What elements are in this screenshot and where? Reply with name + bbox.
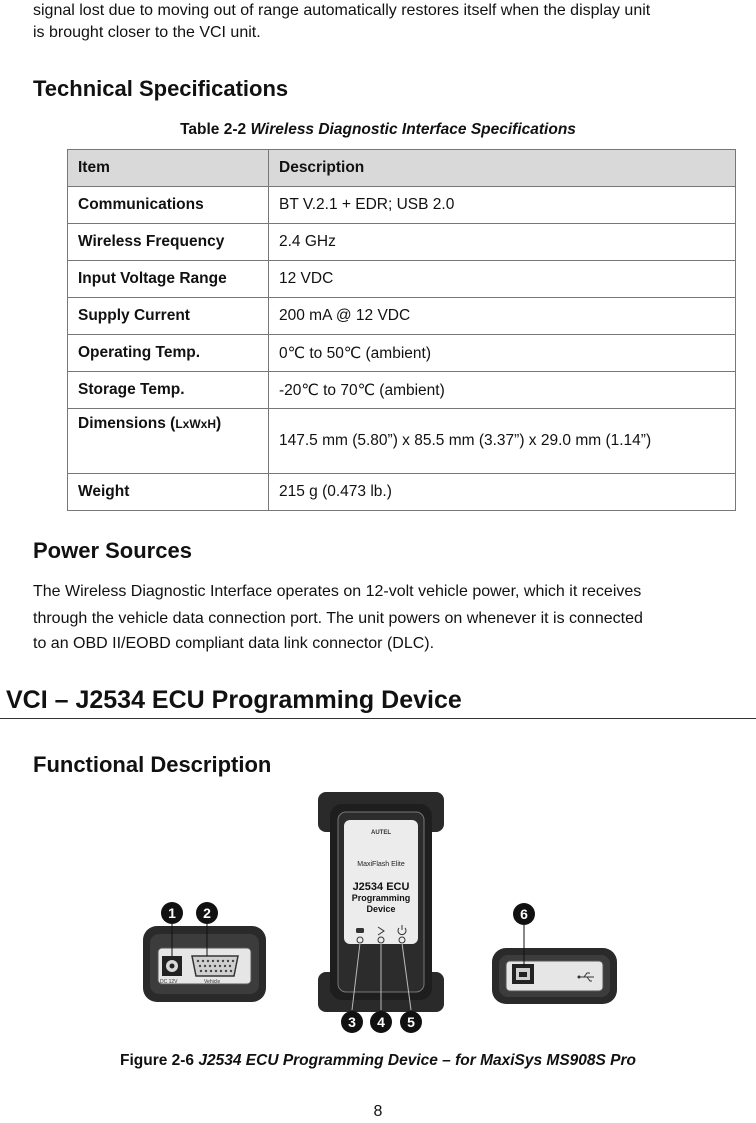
vci-section-heading: VCI – J2534 ECU Programming Device [6, 686, 462, 714]
device-left-end-view [143, 926, 266, 1002]
callout-5-number: 5 [407, 1014, 415, 1030]
table-header-row [68, 150, 736, 187]
spec-desc: 147.5 mm (5.80”) x 85.5 mm (3.37”) x 29.0 mm (1.14”) [269, 409, 736, 474]
callout-1-number: 1 [168, 905, 176, 921]
table-row [68, 474, 736, 511]
power-line-2: through the vehicle data connection port. The unit powers on whenever it is connected [33, 610, 643, 627]
spec-item [68, 409, 269, 474]
brand-label: AUTEL [371, 830, 391, 836]
spec-table [67, 149, 736, 511]
vehicle-port-label: Vehicle [204, 979, 221, 985]
spec-item: Storage Temp. [68, 372, 269, 409]
table-row [68, 409, 736, 474]
callout-2-number: 2 [203, 905, 211, 921]
spec-item: Supply Current [68, 298, 269, 335]
spec-item-small: LxWxH [175, 417, 216, 431]
table-caption-label: Table 2-2 [180, 121, 247, 138]
intro-line-2: is brought closer to the VCI unit. [33, 24, 261, 41]
table-caption [0, 121, 756, 139]
table-row [68, 335, 736, 372]
page-number: 8 [373, 1103, 383, 1120]
usb-b-port [512, 964, 534, 984]
table-caption-title: Wireless Diagnostic Interface Specifications [250, 121, 576, 138]
product-label-3: Device [366, 904, 396, 914]
table-row [68, 372, 736, 409]
spec-item: Communications [68, 187, 269, 224]
power-line-1: The Wireless Diagnostic Interface operates on 12-volt vehicle power, which it receives [33, 583, 642, 600]
spec-desc: -20℃ to 70℃ (ambient) [269, 372, 736, 409]
spec-desc: 2.4 GHz [269, 224, 736, 261]
spec-desc: 12 VDC [269, 261, 736, 298]
spec-item: Operating Temp. [68, 335, 269, 372]
tech-spec-heading: Technical Specifications [33, 76, 289, 101]
section-rule [0, 718, 756, 719]
vehicle-db26-port [192, 956, 238, 976]
power-heading: Power Sources [33, 538, 192, 563]
figure-caption-label: Figure 2-6 [119, 1052, 195, 1069]
table-row [68, 298, 736, 335]
spec-item: Weight [68, 474, 269, 511]
device-right-end-view [492, 948, 617, 1004]
figure-caption-title: J2534 ECU Programming Device – for MaxiSys MS908S Pro [198, 1052, 637, 1069]
header-item: Item [68, 150, 269, 187]
spec-desc: 0℃ to 50℃ (ambient) [269, 335, 736, 372]
spec-desc: 215 g (0.473 lb.) [269, 474, 736, 511]
table-row [68, 187, 736, 224]
product-label-1: J2534 ECU [352, 881, 410, 893]
spec-item: Input Voltage Range [68, 261, 269, 298]
model-label: MaxiFlash Elite [357, 861, 405, 868]
spec-desc: BT V.2.1 + EDR; USB 2.0 [269, 187, 736, 224]
device-figure [140, 788, 620, 1038]
dc-power-jack [162, 956, 182, 976]
power-line-3: to an OBD II/EOBD compliant data link connector (DLC). [33, 635, 435, 652]
header-description: Description [269, 150, 736, 187]
callout-3-number: 3 [348, 1014, 356, 1030]
spec-desc: 200 mA @ 12 VDC [269, 298, 736, 335]
callout-4-number: 4 [377, 1014, 385, 1030]
dc-port-label: DC 12V [160, 979, 178, 985]
spec-item: Wireless Frequency [68, 224, 269, 261]
table-row [68, 224, 736, 261]
spec-item-text: Dimensions ( [78, 415, 176, 432]
callout-6-number: 6 [520, 906, 528, 922]
intro-line-1: signal lost due to moving out of range automatically restores itself when the display unit [33, 2, 651, 19]
table-row [68, 261, 736, 298]
functional-heading: Functional Description [33, 752, 272, 777]
product-label-2: Programming [351, 893, 411, 903]
figure-caption [0, 1052, 756, 1070]
spec-item-end: ) [216, 415, 222, 432]
